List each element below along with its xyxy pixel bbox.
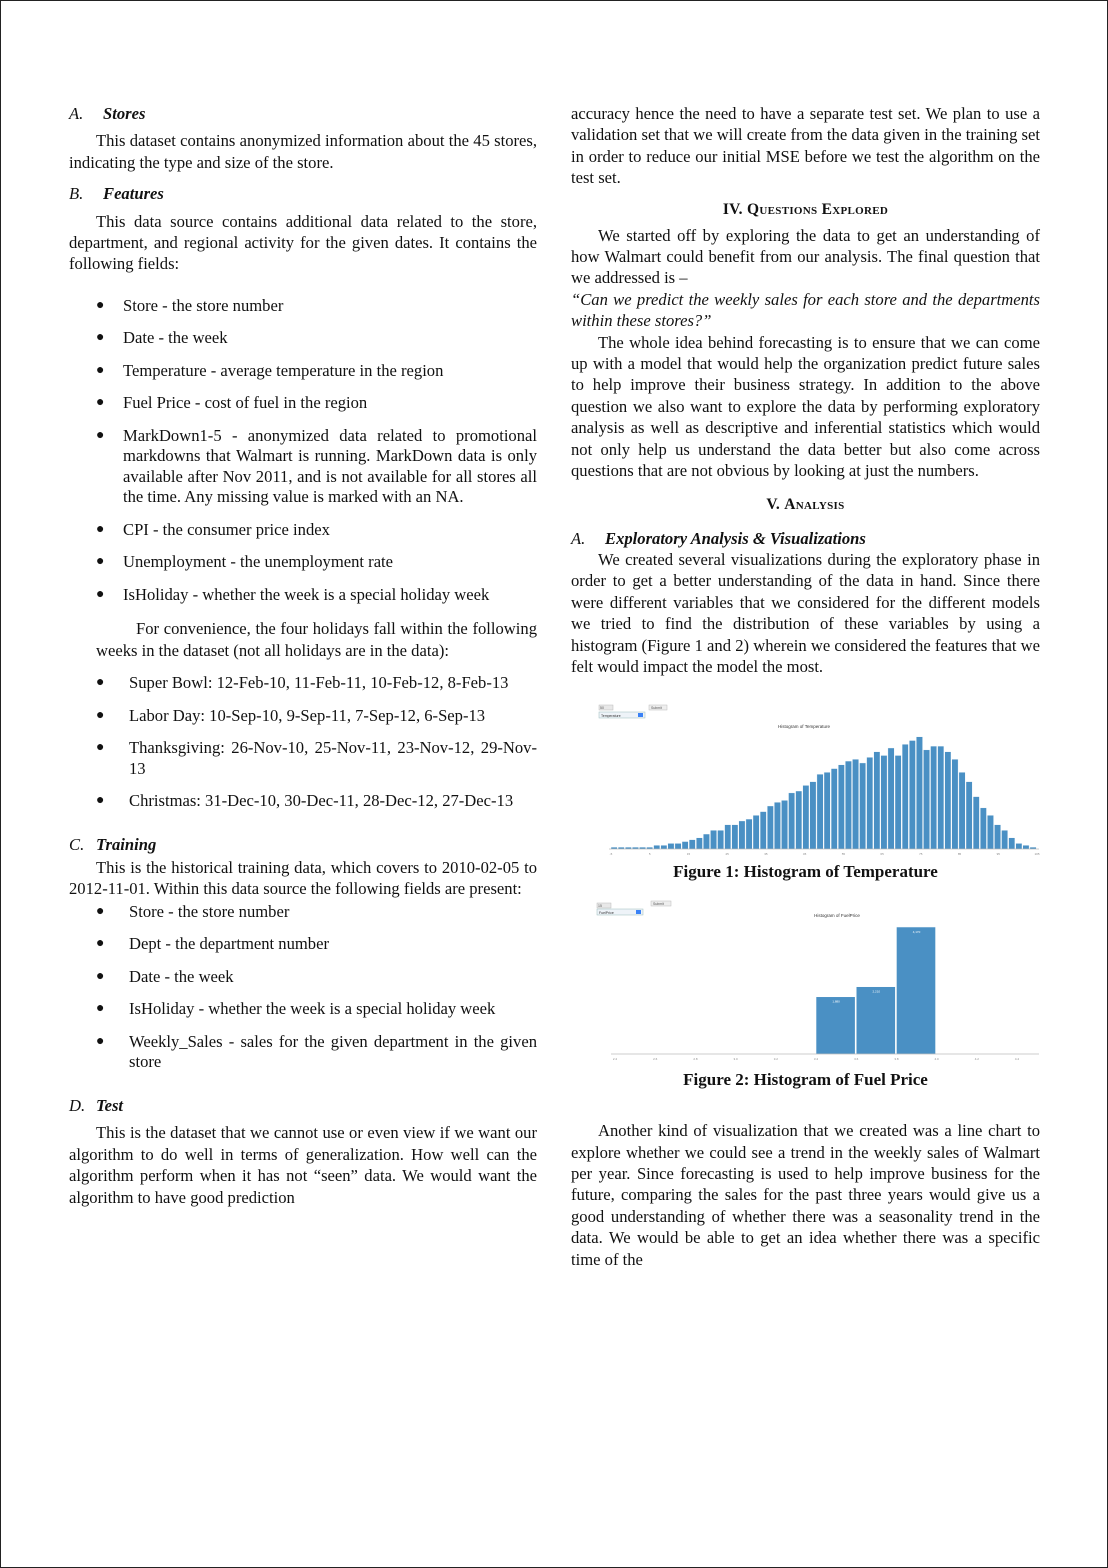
histogram-bar: [1002, 831, 1008, 850]
histogram-bar: [689, 840, 695, 849]
x-tick-label: 3.0: [733, 1056, 738, 1061]
figure-1-caption: Figure 1: Histogram of Temperature: [673, 862, 938, 882]
x-tick-label: 75: [919, 852, 923, 857]
x-tick-label: 4.4: [1014, 1056, 1020, 1061]
histogram-bar: [824, 773, 830, 850]
histogram-bar: [1023, 846, 1029, 850]
histogram-bar: [816, 996, 855, 1053]
bullet-icon: ●: [96, 707, 105, 723]
bar-value-label: 4,170: [912, 929, 921, 934]
histogram-bar: [661, 846, 667, 850]
bullet-icon: ●: [96, 793, 105, 809]
histogram-bar: [994, 825, 1000, 849]
list-item: ● IsHoliday - whether the week is a special holiday week: [96, 584, 490, 604]
list-item: ● Dept - the department number: [96, 934, 329, 954]
bullet-icon: ●: [96, 1033, 105, 1049]
histogram-bar: [675, 844, 681, 850]
histogram-bar: [682, 842, 688, 849]
histogram-bar: [923, 750, 929, 849]
histogram-bar: [810, 782, 816, 849]
histogram-bar: [703, 834, 709, 849]
list-item: ● Date - the week: [96, 328, 228, 348]
histogram-bar: [888, 748, 894, 849]
section-number: V.: [766, 495, 781, 513]
histogram-bar: [753, 816, 759, 850]
bullet-icon: ●: [96, 395, 105, 411]
subsection-title: Stores: [103, 104, 146, 123]
x-tick-label: 5: [648, 852, 651, 857]
list-item: ● CPI - the consumer price index: [96, 519, 330, 539]
histogram-bar: [817, 775, 823, 850]
x-tick-label: 35: [764, 852, 768, 857]
chart-title: Histogram of FuelPrice: [814, 912, 860, 918]
histogram-bar: [760, 812, 766, 849]
bullet-icon: ●: [96, 675, 105, 691]
select-arrow-icon: [638, 713, 643, 717]
bullet-icon: ●: [96, 554, 105, 570]
x-tick-label: 3.6: [854, 1056, 859, 1061]
x-tick-label: 15: [686, 852, 691, 857]
feature-select-value: Temperature: [601, 714, 621, 719]
subsection-title: Features: [103, 184, 164, 204]
histogram-bar: [710, 831, 716, 850]
line-chart-paragraph: Another kind of visualization that we created was a line chart to explore whether we could see a trend in the weekly sales of Walmart per year. Since forecasting is used to help improve business for the future, comparing the sales for the past three years would give us a good understanding of whether there was a seasonality trend in the data. We would be able to get an idea whether there was a specific time of the: [571, 1121, 1040, 1269]
list-item: ● IsHoliday - whether the week is a special holiday week: [96, 999, 496, 1019]
histogram-bar: [831, 769, 837, 849]
exploratory-paragraph: We created several visualizations during the exploratory phase in order to get a better understanding of the data in hand. Since there were different variables that we considered for the different models we tried to find the distribution of these variables by using a histogram (Figure 1 and 2) wherein we considered the features that we felt would impact the model the most.: [571, 549, 1040, 676]
histogram-bar: [838, 765, 844, 849]
bullet-icon: ●: [96, 968, 105, 984]
feature-select-value: FuelPrice: [599, 910, 614, 915]
histogram-bar: [718, 831, 724, 850]
stores-paragraph: This dataset contains anonymized information about the 45 stores, indicating the type and size of the store.: [69, 131, 537, 172]
histogram-bar: [1016, 844, 1022, 850]
list-item: ● MarkDown1-5 - anonymized data related to promotional markdowns that Walmart is running. MarkDown data is only available after Nov 2011, and is not available for all stores all the time. Any missing value is marked with an NA.: [96, 425, 537, 507]
histogram-bar: [931, 746, 937, 849]
list-item: ● Unemployment - the unemployment rate: [96, 552, 394, 572]
histogram-bar: [938, 746, 944, 849]
bullet-icon: ●: [96, 427, 105, 443]
histogram-bar: [796, 791, 802, 849]
subsection-training-heading: [69, 834, 537, 855]
select-arrow-icon: [636, 910, 641, 914]
histogram-bar: [902, 745, 908, 850]
histogram-bar: [867, 758, 873, 850]
submit-button-label: Submit: [653, 901, 664, 906]
histogram-bar: [874, 752, 880, 849]
subsection-title: Test: [96, 1095, 124, 1115]
training-paragraph: This is the historical training data, which covers to 2010-02-05 to 2012-11-01. Within this data source the following fields are present:: [69, 858, 537, 899]
subsection-letter: A.: [69, 104, 84, 123]
bullet-icon: ●: [96, 330, 105, 346]
training-bullet-list: [96, 901, 537, 1073]
bullet-icon: ●: [96, 586, 105, 602]
forecasting-paragraph: The whole idea behind forecasting is to ensure that we can come up with a model that would help the organization predict future sales to help improve their business strategy. In addition to the above question we also want to explore the data by performing exploratory analysis as well as descriptive and inferential statistics which would not only help us understand the data better but also come across questions that are not obvious by looking at just the numbers.: [571, 332, 1040, 481]
x-tick-label: 2.6: [653, 1056, 658, 1061]
bins-value: 15: [598, 903, 602, 908]
histogram-bar: [767, 806, 773, 849]
bar-value-label: 2,210: [872, 989, 881, 994]
x-tick-label: 3.4: [813, 1056, 819, 1061]
histogram-bar: [732, 825, 738, 849]
histogram-bar: [654, 846, 660, 850]
subsection-title: Exploratory Analysis & Visualizations: [605, 528, 866, 548]
histogram-bar: [860, 763, 866, 849]
histogram-bar: [739, 821, 745, 849]
histogram-bar: [845, 761, 851, 849]
section-number: IV.: [722, 200, 743, 218]
histogram-bar: [973, 797, 979, 849]
chart-title: Histogram of Temperature: [778, 724, 830, 730]
section-iv-heading: [571, 201, 1040, 219]
bullet-icon: ●: [96, 521, 105, 537]
histogram-bar: [952, 760, 958, 850]
histogram-bar: [945, 752, 951, 849]
research-question: “Can we predict the weekly sales for each store and the departments within these stores?”: [571, 289, 1040, 331]
list-item: ● Fuel Price - cost of fuel in the region: [96, 393, 368, 413]
questions-paragraph: We started off by exploring the data to get an understanding of how Walmart could benefit from our analysis. The final question that we addressed is –: [571, 225, 1040, 288]
bins-value: 50: [600, 706, 604, 711]
list-item: ● Store - the store number: [96, 295, 284, 315]
subsection-exploratory-heading: [571, 528, 1040, 549]
bullet-icon: ●: [96, 362, 105, 378]
holidays-intro-paragraph: For convenience, the four holidays fall within the following weeks in the dataset (not all holidays are in the data):: [96, 619, 537, 660]
section-v-heading: [571, 496, 1040, 514]
histogram-bar: [896, 927, 935, 1054]
continuation-paragraph: accuracy hence the need to have a separate test set. We plan to use a validation set that we will create from the data given in the training set in order to reduce our initial MSE before we test the algorithm on the test set.: [571, 104, 1040, 188]
x-tick-label: 25: [725, 852, 729, 857]
bullet-icon: ●: [96, 903, 105, 919]
submit-button-label: Submit: [651, 706, 662, 711]
histogram-bar: [987, 816, 993, 850]
test-paragraph: This is the dataset that we cannot use or even view if we want our algorithm to do well in terms of generalization. How well can the algorithm perform when it has not “seen” data. We would want the algorithm to have good prediction: [69, 1123, 537, 1207]
x-tick-label: 3.8: [894, 1056, 899, 1061]
subsection-title: Training: [96, 834, 157, 854]
section-title: Questions Explored: [747, 200, 889, 218]
histogram-bar: [803, 786, 809, 850]
bullet-icon: ●: [96, 1001, 105, 1017]
list-item: ● Date - the week: [96, 966, 234, 986]
x-tick-label: 4.0: [934, 1056, 939, 1061]
bullet-icon: ●: [96, 297, 105, 313]
section-title: Analysis: [784, 495, 845, 513]
histogram-bar: [881, 756, 887, 850]
x-tick-label: 2.8: [693, 1056, 698, 1061]
subsection-features-heading: [69, 183, 537, 204]
list-item: ● Weekly_Sales - sales for the given department in the given store: [96, 1031, 537, 1072]
x-tick-label: 2.4: [612, 1056, 618, 1061]
figure-2-caption: Figure 2: Histogram of Fuel Price: [683, 1069, 928, 1089]
histogram-bar: [1009, 838, 1015, 849]
list-item: ● Super Bowl: 12-Feb-10, 11-Feb-11, 10-Feb-12, 8-Feb-13: [96, 673, 509, 693]
histogram-bar: [789, 793, 795, 849]
features-bullet-list: [96, 295, 537, 606]
histogram-bar: [966, 782, 972, 849]
x-tick-label: -5: [609, 852, 613, 857]
histogram-bar: [909, 741, 915, 850]
subsection-letter: A.: [571, 528, 586, 548]
x-tick-label: 4.2: [974, 1056, 979, 1061]
histogram-bar: [781, 801, 787, 850]
bar-value-label: 1,880: [832, 999, 840, 1004]
list-item: ● Labor Day: 10-Sep-10, 9-Sep-11, 7-Sep-12, 6-Sep-13: [96, 705, 486, 725]
subsection-stores-heading: [69, 103, 537, 124]
features-intro-paragraph: This data source contains additional data related to the store, department, and regional activity for the given dates. It contains the following fields:: [69, 211, 537, 274]
subsection-letter: B.: [69, 184, 84, 204]
histogram-bar: [852, 760, 858, 850]
x-tick-label: 65: [880, 852, 884, 857]
subsection-test-heading: [69, 1095, 537, 1116]
x-tick-label: 105: [1034, 852, 1040, 857]
temperature-histogram: [571, 699, 1041, 859]
list-item: ● Temperature - average temperature in the region: [96, 360, 444, 380]
x-tick-label: 55: [841, 852, 846, 857]
histogram-bar: [746, 819, 752, 849]
x-tick-label: 85: [957, 852, 962, 857]
list-item: ● Christmas: 31-Dec-10, 30-Dec-11, 28-Dec-12, 27-Dec-13: [96, 791, 514, 811]
list-item: ● Thanksgiving: 26-Nov-10, 25-Nov-11, 23-Nov-12, 29-Nov-13: [96, 738, 537, 778]
subsection-letter: D.: [69, 1095, 86, 1115]
histogram-bar: [668, 844, 674, 850]
left-column: [69, 103, 537, 1208]
histogram-bar: [856, 986, 895, 1053]
histogram-bar: [959, 773, 965, 850]
holidays-bullet-list: [96, 673, 537, 812]
histogram-bar: [774, 803, 780, 850]
histogram-bar: [895, 756, 901, 850]
x-tick-label: 95: [996, 852, 1000, 857]
right-column: [571, 103, 1040, 1270]
histogram-bar: [696, 838, 702, 849]
bullet-icon: ●: [96, 740, 105, 756]
histogram-bar: [725, 825, 731, 849]
subsection-letter: C.: [69, 834, 85, 854]
histogram-bar: [916, 737, 922, 849]
fuel-price-histogram: [571, 899, 1041, 1069]
x-tick-label: 3.2: [773, 1056, 778, 1061]
x-tick-label: 45: [802, 852, 807, 857]
bullet-icon: ●: [96, 936, 105, 952]
histogram-bar: [980, 808, 986, 849]
list-item: ● Store - the store number: [96, 901, 290, 921]
